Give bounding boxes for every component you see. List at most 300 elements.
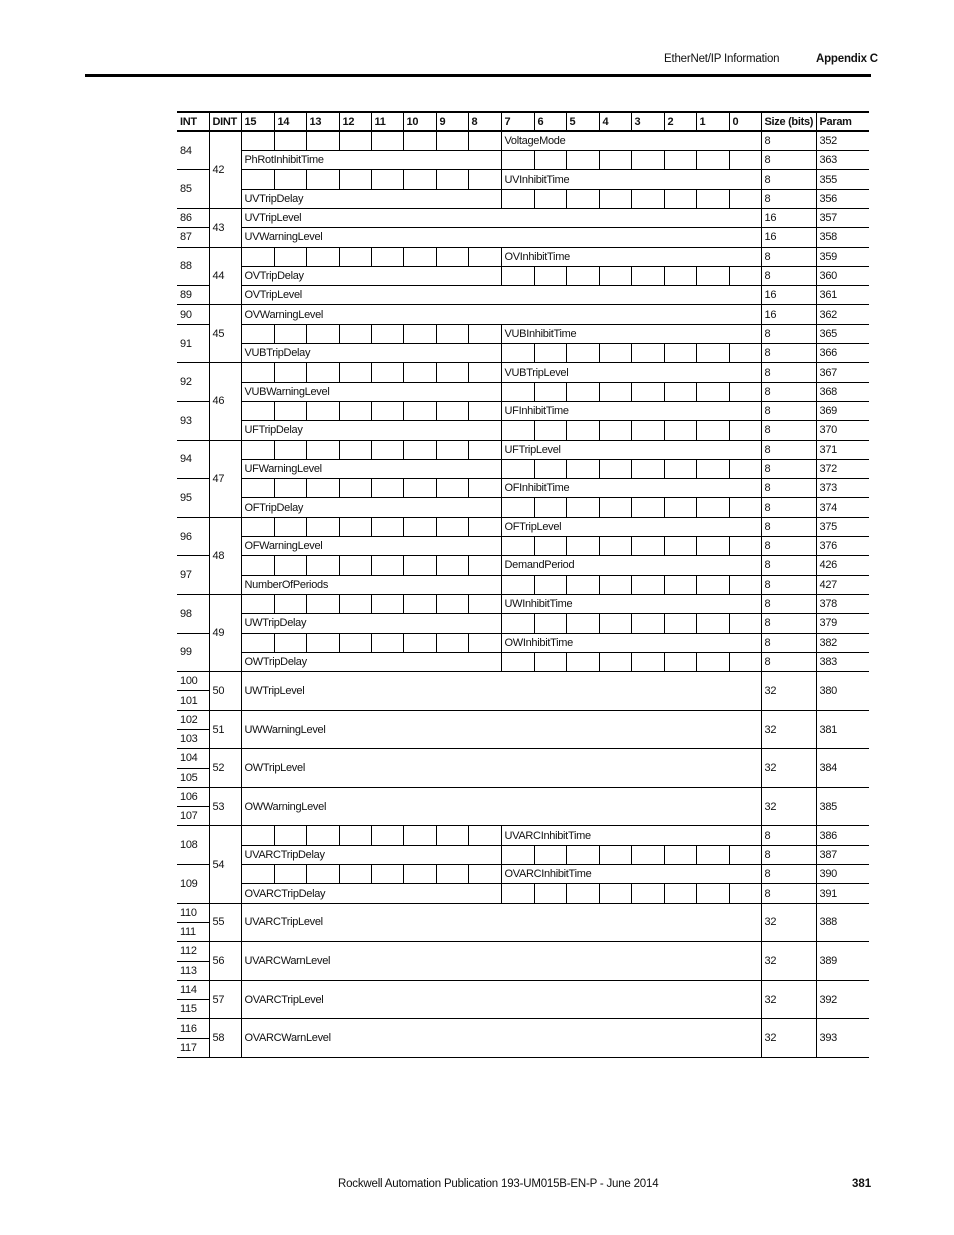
param-cell: 426 bbox=[816, 556, 869, 575]
bit-cell bbox=[696, 189, 729, 208]
dint-cell: 56 bbox=[209, 942, 241, 981]
bit-cell bbox=[534, 344, 566, 363]
bit-cell bbox=[729, 382, 761, 401]
parameter-name-cell: OFTripDelay bbox=[241, 498, 501, 517]
parameter-name-cell: UWTripDelay bbox=[241, 614, 501, 633]
bit-cell bbox=[274, 363, 306, 382]
size-cell: 8 bbox=[761, 421, 816, 440]
bit-cell bbox=[501, 884, 534, 903]
bit-cell bbox=[241, 401, 274, 420]
bit-cell bbox=[566, 344, 599, 363]
size-cell: 8 bbox=[761, 633, 816, 652]
bit-cell bbox=[599, 189, 631, 208]
int-cell: 113 bbox=[177, 961, 209, 980]
bit-cell bbox=[501, 459, 534, 478]
bit-cell bbox=[274, 633, 306, 652]
size-cell: 8 bbox=[761, 344, 816, 363]
bit-cell bbox=[468, 865, 501, 884]
bit-cell bbox=[306, 517, 339, 536]
bit-cell bbox=[436, 556, 468, 575]
bit-cell bbox=[729, 884, 761, 903]
column-header: 11 bbox=[371, 112, 403, 131]
int-cell: 114 bbox=[177, 980, 209, 999]
size-cell: 8 bbox=[761, 382, 816, 401]
param-cell: 367 bbox=[816, 363, 869, 382]
bit-cell bbox=[566, 382, 599, 401]
parameter-name-cell: PhRotInhibitTime bbox=[241, 151, 501, 170]
size-cell: 8 bbox=[761, 151, 816, 170]
int-cell: 93 bbox=[177, 401, 209, 440]
bit-cell bbox=[566, 575, 599, 594]
parameter-name-cell: OVARCTripLevel bbox=[241, 980, 761, 1019]
bit-cell bbox=[729, 151, 761, 170]
bit-cell bbox=[501, 575, 534, 594]
table-row bbox=[177, 594, 869, 613]
bit-cell bbox=[696, 652, 729, 671]
bit-cell bbox=[436, 131, 468, 150]
bit-cell bbox=[339, 594, 371, 613]
dint-cell: 58 bbox=[209, 1019, 241, 1058]
bit-cell bbox=[371, 479, 403, 498]
param-cell: 380 bbox=[816, 672, 869, 711]
int-cell: 91 bbox=[177, 324, 209, 363]
bit-cell bbox=[599, 614, 631, 633]
parameter-name-cell: OVARCInhibitTime bbox=[501, 865, 761, 884]
bit-cell bbox=[371, 363, 403, 382]
bit-cell bbox=[566, 652, 599, 671]
size-cell: 8 bbox=[761, 440, 816, 459]
bit-cell bbox=[599, 266, 631, 285]
bit-cell bbox=[403, 556, 436, 575]
table-row bbox=[177, 286, 869, 305]
table-row bbox=[177, 305, 869, 324]
bit-cell bbox=[241, 479, 274, 498]
param-cell: 370 bbox=[816, 421, 869, 440]
bit-cell bbox=[339, 170, 371, 189]
bit-cell bbox=[631, 537, 664, 556]
bit-cell bbox=[274, 517, 306, 536]
bit-cell bbox=[371, 517, 403, 536]
bit-cell bbox=[664, 575, 696, 594]
bit-cell bbox=[436, 401, 468, 420]
bit-cell bbox=[436, 363, 468, 382]
bit-cell bbox=[664, 151, 696, 170]
int-cell: 97 bbox=[177, 556, 209, 595]
parameter-name-cell: VUBTripDelay bbox=[241, 344, 501, 363]
bit-cell bbox=[696, 845, 729, 864]
bit-cell bbox=[468, 440, 501, 459]
bit-cell bbox=[534, 498, 566, 517]
int-cell: 117 bbox=[177, 1038, 209, 1057]
bit-cell bbox=[274, 324, 306, 343]
int-cell: 111 bbox=[177, 922, 209, 941]
bit-cell bbox=[534, 266, 566, 285]
dint-cell: 49 bbox=[209, 594, 241, 671]
table-row bbox=[177, 208, 869, 227]
bit-cell bbox=[534, 652, 566, 671]
register-map-table bbox=[177, 111, 869, 1058]
column-header: 14 bbox=[274, 112, 306, 131]
bit-cell bbox=[501, 421, 534, 440]
param-cell: 363 bbox=[816, 151, 869, 170]
bit-cell bbox=[631, 421, 664, 440]
parameter-name-cell: OFInhibitTime bbox=[501, 479, 761, 498]
bit-cell bbox=[664, 344, 696, 363]
table-row bbox=[177, 324, 869, 343]
bit-cell bbox=[566, 421, 599, 440]
dint-cell: 54 bbox=[209, 826, 241, 903]
bit-cell bbox=[631, 884, 664, 903]
bit-cell bbox=[339, 556, 371, 575]
size-cell: 32 bbox=[761, 787, 816, 826]
parameter-name-cell: UWWarningLevel bbox=[241, 710, 761, 749]
parameter-name-cell: OVInhibitTime bbox=[501, 247, 761, 266]
bit-cell bbox=[403, 247, 436, 266]
table-row bbox=[177, 479, 869, 498]
bit-cell bbox=[664, 459, 696, 478]
footer-page-number: 381 bbox=[852, 1178, 872, 1190]
int-cell: 104 bbox=[177, 749, 209, 768]
bit-cell bbox=[468, 131, 501, 150]
bit-cell bbox=[566, 498, 599, 517]
column-header: 0 bbox=[729, 112, 761, 131]
bit-cell bbox=[403, 170, 436, 189]
bit-cell bbox=[501, 266, 534, 285]
parameter-name-cell: NumberOfPeriods bbox=[241, 575, 501, 594]
bit-cell bbox=[664, 421, 696, 440]
size-cell: 8 bbox=[761, 614, 816, 633]
header-appendix-label: Appendix C bbox=[816, 53, 878, 65]
column-header: 13 bbox=[306, 112, 339, 131]
parameter-name-cell: UWInhibitTime bbox=[501, 594, 761, 613]
bit-cell bbox=[664, 614, 696, 633]
dint-cell: 42 bbox=[209, 131, 241, 208]
size-cell: 8 bbox=[761, 401, 816, 420]
bit-cell bbox=[599, 652, 631, 671]
bit-cell bbox=[241, 556, 274, 575]
bit-cell bbox=[241, 247, 274, 266]
parameter-name-cell: UVARCWarnLevel bbox=[241, 942, 761, 981]
column-header: Size (bits) bbox=[761, 112, 816, 131]
dint-cell: 52 bbox=[209, 749, 241, 788]
int-cell: 90 bbox=[177, 305, 209, 324]
table-row bbox=[177, 672, 869, 691]
bit-cell bbox=[339, 865, 371, 884]
table-row bbox=[177, 749, 869, 768]
param-cell: 360 bbox=[816, 266, 869, 285]
table-row bbox=[177, 942, 869, 961]
bit-cell bbox=[371, 324, 403, 343]
size-cell: 8 bbox=[761, 189, 816, 208]
bit-cell bbox=[371, 131, 403, 150]
int-cell: 108 bbox=[177, 826, 209, 865]
bit-cell bbox=[696, 498, 729, 517]
int-cell: 101 bbox=[177, 691, 209, 710]
table-row bbox=[177, 652, 869, 671]
bit-cell bbox=[306, 131, 339, 150]
bit-cell bbox=[241, 440, 274, 459]
bit-cell bbox=[696, 151, 729, 170]
table-row bbox=[177, 556, 869, 575]
bit-cell bbox=[534, 537, 566, 556]
parameter-name-cell: OVARCWarnLevel bbox=[241, 1019, 761, 1058]
bit-cell bbox=[501, 614, 534, 633]
size-cell: 8 bbox=[761, 575, 816, 594]
parameter-name-cell: UVTripLevel bbox=[241, 208, 761, 227]
table-row bbox=[177, 170, 869, 189]
column-header: DINT bbox=[209, 112, 241, 131]
bit-cell bbox=[339, 633, 371, 652]
bit-cell bbox=[339, 401, 371, 420]
int-cell: 92 bbox=[177, 363, 209, 402]
bit-cell bbox=[664, 845, 696, 864]
bit-cell bbox=[306, 401, 339, 420]
bit-cell bbox=[599, 459, 631, 478]
bit-cell bbox=[729, 845, 761, 864]
bit-cell bbox=[468, 826, 501, 845]
header-divider bbox=[85, 74, 871, 77]
size-cell: 16 bbox=[761, 228, 816, 247]
int-cell: 96 bbox=[177, 517, 209, 556]
dint-cell: 50 bbox=[209, 672, 241, 711]
bit-cell bbox=[403, 865, 436, 884]
size-cell: 8 bbox=[761, 556, 816, 575]
column-header: 5 bbox=[566, 112, 599, 131]
bit-cell bbox=[274, 479, 306, 498]
parameter-name-cell: UFTripDelay bbox=[241, 421, 501, 440]
bit-cell bbox=[599, 537, 631, 556]
bit-cell bbox=[371, 633, 403, 652]
param-cell: 352 bbox=[816, 131, 869, 150]
int-cell: 107 bbox=[177, 807, 209, 826]
bit-cell bbox=[306, 556, 339, 575]
bit-cell bbox=[371, 170, 403, 189]
bit-cell bbox=[371, 865, 403, 884]
param-cell: 369 bbox=[816, 401, 869, 420]
bit-cell bbox=[664, 652, 696, 671]
column-header: Param bbox=[816, 112, 869, 131]
parameter-name-cell: OVARCTripDelay bbox=[241, 884, 501, 903]
size-cell: 8 bbox=[761, 865, 816, 884]
table-row bbox=[177, 382, 869, 401]
bit-cell bbox=[534, 845, 566, 864]
bit-cell bbox=[241, 363, 274, 382]
bit-cell bbox=[566, 151, 599, 170]
int-cell: 109 bbox=[177, 865, 209, 904]
bit-cell bbox=[468, 556, 501, 575]
size-cell: 32 bbox=[761, 903, 816, 942]
bit-cell bbox=[436, 479, 468, 498]
bit-cell bbox=[241, 170, 274, 189]
param-cell: 361 bbox=[816, 286, 869, 305]
bit-cell bbox=[468, 633, 501, 652]
bit-cell bbox=[274, 401, 306, 420]
size-cell: 8 bbox=[761, 363, 816, 382]
bit-cell bbox=[501, 498, 534, 517]
bit-cell bbox=[599, 151, 631, 170]
parameter-name-cell: UFInhibitTime bbox=[501, 401, 761, 420]
bit-cell bbox=[241, 826, 274, 845]
bit-cell bbox=[631, 151, 664, 170]
bit-cell bbox=[664, 266, 696, 285]
bit-cell bbox=[371, 247, 403, 266]
bit-cell bbox=[274, 556, 306, 575]
table-row bbox=[177, 440, 869, 459]
bit-cell bbox=[306, 170, 339, 189]
param-cell: 366 bbox=[816, 344, 869, 363]
param-cell: 387 bbox=[816, 845, 869, 864]
int-cell: 116 bbox=[177, 1019, 209, 1038]
bit-cell bbox=[339, 440, 371, 459]
bit-cell bbox=[696, 884, 729, 903]
size-cell: 8 bbox=[761, 266, 816, 285]
size-cell: 8 bbox=[761, 479, 816, 498]
bit-cell bbox=[436, 826, 468, 845]
bit-cell bbox=[631, 652, 664, 671]
param-cell: 386 bbox=[816, 826, 869, 845]
bit-cell bbox=[339, 479, 371, 498]
param-cell: 382 bbox=[816, 633, 869, 652]
bit-cell bbox=[696, 421, 729, 440]
param-cell: 359 bbox=[816, 247, 869, 266]
bit-cell bbox=[534, 575, 566, 594]
parameter-name-cell: UVARCInhibitTime bbox=[501, 826, 761, 845]
dint-cell: 48 bbox=[209, 517, 241, 594]
bit-cell bbox=[339, 517, 371, 536]
bit-cell bbox=[468, 324, 501, 343]
bit-cell bbox=[599, 884, 631, 903]
bit-cell bbox=[274, 440, 306, 459]
param-cell: 376 bbox=[816, 537, 869, 556]
bit-cell bbox=[371, 401, 403, 420]
bit-cell bbox=[403, 401, 436, 420]
int-cell: 94 bbox=[177, 440, 209, 479]
size-cell: 32 bbox=[761, 710, 816, 749]
header-section-title: EtherNet/IP Information bbox=[664, 53, 780, 65]
parameter-name-cell: OVTripDelay bbox=[241, 266, 501, 285]
bit-cell bbox=[534, 382, 566, 401]
bit-cell bbox=[403, 324, 436, 343]
bit-cell bbox=[468, 594, 501, 613]
param-cell: 355 bbox=[816, 170, 869, 189]
bit-cell bbox=[729, 189, 761, 208]
bit-cell bbox=[274, 247, 306, 266]
param-cell: 356 bbox=[816, 189, 869, 208]
table-row bbox=[177, 903, 869, 922]
bit-cell bbox=[339, 826, 371, 845]
int-cell: 106 bbox=[177, 787, 209, 806]
bit-cell bbox=[599, 382, 631, 401]
bit-cell bbox=[468, 401, 501, 420]
table-row bbox=[177, 421, 869, 440]
bit-cell bbox=[729, 652, 761, 671]
dint-cell: 57 bbox=[209, 980, 241, 1019]
parameter-name-cell: OVWarningLevel bbox=[241, 305, 761, 324]
table-header-row bbox=[177, 112, 869, 131]
table-row bbox=[177, 498, 869, 517]
parameter-name-cell: UVARCTripDelay bbox=[241, 845, 501, 864]
table-row bbox=[177, 151, 869, 170]
int-cell: 84 bbox=[177, 131, 209, 170]
bit-cell bbox=[664, 498, 696, 517]
bit-cell bbox=[306, 324, 339, 343]
param-cell: 362 bbox=[816, 305, 869, 324]
param-cell: 368 bbox=[816, 382, 869, 401]
parameter-name-cell: VoltageMode bbox=[501, 131, 761, 150]
param-cell: 389 bbox=[816, 942, 869, 981]
table-row bbox=[177, 614, 869, 633]
table-row bbox=[177, 131, 869, 150]
bit-cell bbox=[729, 614, 761, 633]
size-cell: 32 bbox=[761, 749, 816, 788]
param-cell: 392 bbox=[816, 980, 869, 1019]
table-row bbox=[177, 344, 869, 363]
bit-cell bbox=[371, 594, 403, 613]
bit-cell bbox=[631, 382, 664, 401]
table-row bbox=[177, 710, 869, 729]
parameter-name-cell: OWWarningLevel bbox=[241, 787, 761, 826]
bit-cell bbox=[696, 537, 729, 556]
bit-cell bbox=[599, 421, 631, 440]
param-cell: 388 bbox=[816, 903, 869, 942]
bit-cell bbox=[664, 189, 696, 208]
int-cell: 100 bbox=[177, 672, 209, 691]
table-row bbox=[177, 189, 869, 208]
table-row bbox=[177, 401, 869, 420]
bit-cell bbox=[631, 189, 664, 208]
bit-cell bbox=[306, 363, 339, 382]
param-cell: 391 bbox=[816, 884, 869, 903]
bit-cell bbox=[696, 266, 729, 285]
bit-cell bbox=[436, 517, 468, 536]
size-cell: 32 bbox=[761, 980, 816, 1019]
bit-cell bbox=[599, 845, 631, 864]
parameter-name-cell: UFWarningLevel bbox=[241, 459, 501, 478]
param-cell: 375 bbox=[816, 517, 869, 536]
int-cell: 86 bbox=[177, 208, 209, 227]
size-cell: 16 bbox=[761, 208, 816, 227]
bit-cell bbox=[371, 440, 403, 459]
parameter-name-cell: VUBInhibitTime bbox=[501, 324, 761, 343]
size-cell: 8 bbox=[761, 498, 816, 517]
param-cell: 384 bbox=[816, 749, 869, 788]
bit-cell bbox=[403, 633, 436, 652]
column-header: 3 bbox=[631, 112, 664, 131]
bit-cell bbox=[599, 575, 631, 594]
bit-cell bbox=[468, 170, 501, 189]
table-row bbox=[177, 787, 869, 806]
bit-cell bbox=[631, 845, 664, 864]
bit-cell bbox=[599, 344, 631, 363]
size-cell: 8 bbox=[761, 652, 816, 671]
param-cell: 371 bbox=[816, 440, 869, 459]
bit-cell bbox=[403, 131, 436, 150]
size-cell: 8 bbox=[761, 826, 816, 845]
bit-cell bbox=[339, 363, 371, 382]
param-cell: 374 bbox=[816, 498, 869, 517]
bit-cell bbox=[436, 594, 468, 613]
bit-cell bbox=[403, 479, 436, 498]
bit-cell bbox=[729, 344, 761, 363]
table-row bbox=[177, 266, 869, 285]
int-cell: 98 bbox=[177, 594, 209, 633]
dint-cell: 46 bbox=[209, 363, 241, 440]
bit-cell bbox=[534, 884, 566, 903]
bit-cell bbox=[501, 189, 534, 208]
size-cell: 16 bbox=[761, 286, 816, 305]
bit-cell bbox=[306, 594, 339, 613]
bit-cell bbox=[696, 575, 729, 594]
